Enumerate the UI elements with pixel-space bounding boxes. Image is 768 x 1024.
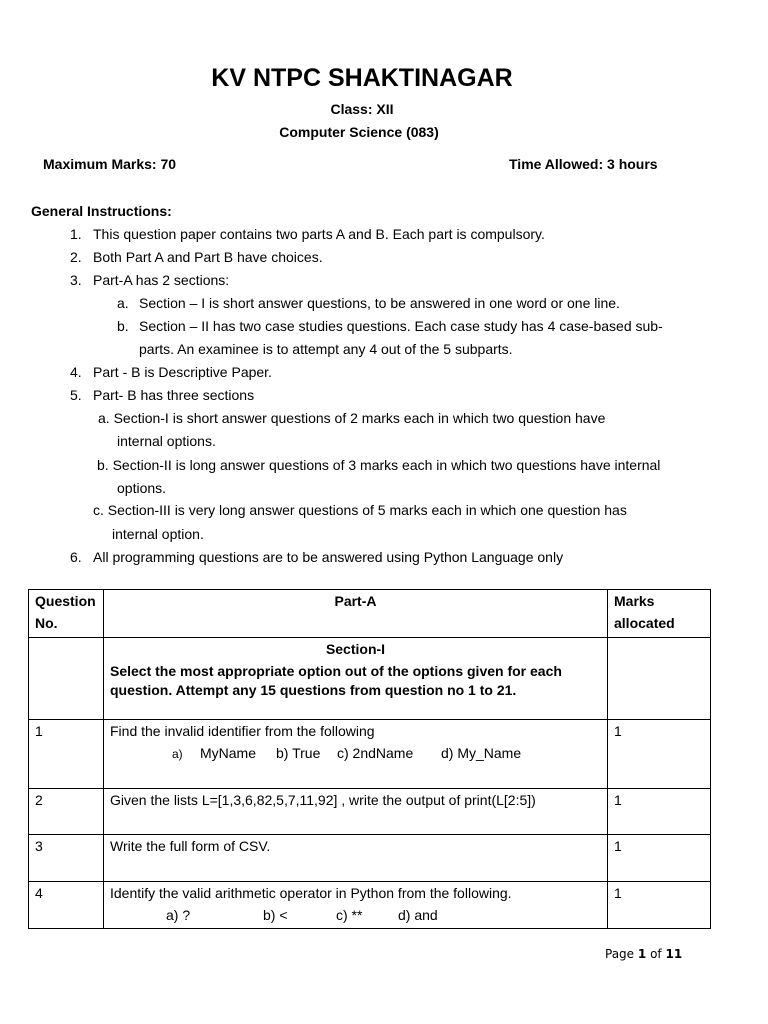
question-options xyxy=(110,742,601,765)
instruction-5b-line1: b. Section-II is long answer questions of 3 marks each in which two questions have internal xyxy=(97,457,661,473)
question-no-header xyxy=(29,590,104,638)
question-number: 4 xyxy=(29,882,104,929)
instruction-letter: b. xyxy=(117,318,129,334)
question-header-line2: No. xyxy=(35,615,58,631)
question-marks: 1 xyxy=(608,882,711,929)
maximum-marks: Maximum Marks: 70 xyxy=(43,156,177,172)
part-a-header: Part-A xyxy=(104,590,608,638)
of-word: of xyxy=(650,947,662,961)
question-cell xyxy=(104,720,608,789)
instruction-2: Both Part A and Part B have choices. xyxy=(93,249,323,265)
question-text: Given the lists L=[1,3,6,82,5,7,11,92] , write the output of print(L[2:5]) xyxy=(104,789,608,835)
question-marks: 1 xyxy=(608,835,711,882)
option-c: c) ** xyxy=(336,907,363,923)
instruction-5c-line1: c. Section-III is very long answer questions of 5 marks each in which one question has xyxy=(93,502,627,518)
question-text: Write the full form of CSV. xyxy=(104,835,608,882)
question-cell xyxy=(104,882,608,929)
option-b: b) < xyxy=(263,907,288,923)
table-header-row xyxy=(29,590,711,638)
table-row xyxy=(29,835,711,882)
option-d: d) and xyxy=(398,907,438,923)
page-number: 1 xyxy=(637,947,647,961)
option-d: d) My_Name xyxy=(441,745,522,761)
instruction-5c-line2: internal option. xyxy=(112,526,204,542)
marks-header-line1: Marks xyxy=(614,593,655,609)
marks-header xyxy=(608,590,711,638)
instruction-number: 6. xyxy=(70,549,82,565)
option-a: MyName xyxy=(200,745,257,761)
instruction-number: 1. xyxy=(70,226,82,242)
instruction-number: 2. xyxy=(70,249,82,265)
page-total: 11 xyxy=(665,947,683,961)
instruction-5a-line1: a. Section-I is short answer questions of 2 marks each in which two question have xyxy=(98,410,606,426)
table-row xyxy=(29,720,711,789)
question-table xyxy=(28,589,711,929)
section-title: Section-I xyxy=(325,641,386,657)
time-allowed: Time Allowed: 3 hours xyxy=(509,156,658,172)
question-text: Find the invalid identifier from the following xyxy=(110,723,375,739)
instruction-letter: a. xyxy=(117,295,129,311)
question-number: 2 xyxy=(29,789,104,835)
class-label: Class: XII xyxy=(330,101,394,117)
instruction-number: 4. xyxy=(70,364,82,380)
table-row xyxy=(29,882,711,929)
school-title: KV NTPC SHAKTINAGAR xyxy=(211,64,513,92)
question-marks: 1 xyxy=(608,720,711,789)
instruction-number: 3. xyxy=(70,272,82,288)
instruction-5a-line2: internal options. xyxy=(117,433,216,449)
question-number: 1 xyxy=(29,720,104,789)
table-row xyxy=(29,789,711,835)
question-marks: 1 xyxy=(608,789,711,835)
page-footer xyxy=(605,947,682,961)
question-options xyxy=(110,904,601,926)
subject-label: Computer Science (083) xyxy=(279,124,439,140)
instructions-heading: General Instructions: xyxy=(31,203,172,219)
section-cell xyxy=(104,638,608,720)
page-word: Page xyxy=(605,947,635,961)
instruction-4: Part - B is Descriptive Paper. xyxy=(93,364,272,380)
instruction-1: This question paper contains two parts A and B. Each part is compulsory. xyxy=(93,226,545,242)
section-row xyxy=(29,638,711,720)
option-a: a) ? xyxy=(166,907,191,923)
question-number: 3 xyxy=(29,835,104,882)
instruction-5b-line2: options. xyxy=(117,480,167,496)
section-instruction: Select the most appropriate option out of the options given for each question. Attempt any 15 questions from question no 1 to 21. xyxy=(110,663,562,698)
marks-header-line2: allocated xyxy=(614,615,675,631)
instruction-3b-line2: parts. An examinee is to attempt any 4 out of the 5 subparts. xyxy=(139,341,513,357)
instruction-3a: Section – I is short answer questions, to be answered in one word or one line. xyxy=(139,295,620,311)
option-c: c) 2ndName xyxy=(337,745,414,761)
instruction-6: All programming questions are to be answered using Python Language only xyxy=(93,549,564,565)
section-empty-cell xyxy=(29,638,104,720)
instruction-3: Part-A has 2 sections: xyxy=(93,272,230,288)
question-text: Identify the valid arithmetic operator in Python from the following. xyxy=(110,885,512,901)
instruction-number: 5. xyxy=(70,387,82,403)
section-marks-cell xyxy=(608,638,711,720)
option-a-label: a) xyxy=(172,747,183,761)
instruction-5: Part- B has three sections xyxy=(93,387,255,403)
option-b: b) True xyxy=(276,745,321,761)
instruction-3b-line1: Section – II has two case studies questions. Each case study has 4 case-based sub- xyxy=(139,318,663,334)
question-header-line1: Question xyxy=(35,593,96,609)
